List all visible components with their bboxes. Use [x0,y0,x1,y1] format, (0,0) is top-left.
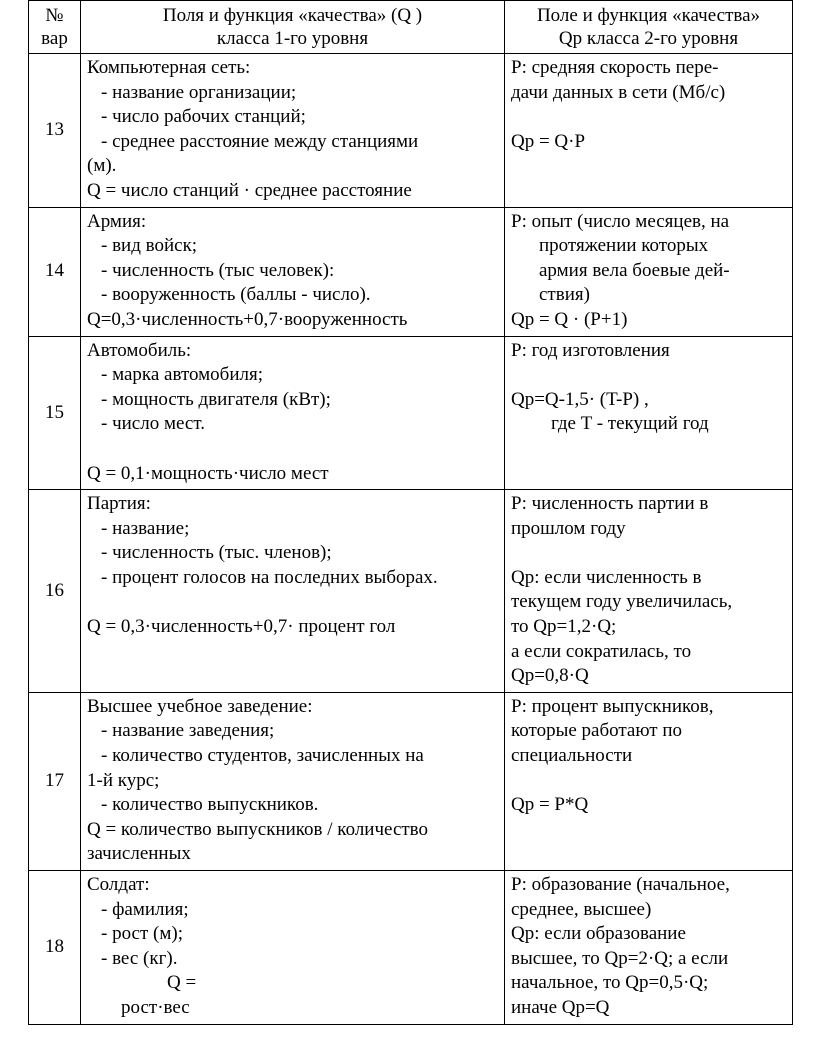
header-class1-line: класса 1-го уровня [216,28,369,49]
cell-line: ствия) [539,284,590,306]
class2-cell [505,54,793,208]
header-class2-line: Поле и функция «качества» [536,5,761,26]
cell-line: - название; [101,517,190,539]
cell-gap [87,590,498,615]
cell-line: Qp=0,8·Q [511,665,589,687]
cell-line: - количество выпускников. [101,794,319,816]
header-num [29,1,81,54]
class1-cell [81,207,505,336]
cell-line: Компьютерная сеть: [87,57,251,78]
cell-line: специальности [511,745,633,767]
cell-line: Qp=Q-1,5· (T-P) , [511,388,649,410]
cell-line: - количество студентов, зачисленных на [101,745,424,767]
table-row [29,490,793,693]
header-class1-line: Поля и функция «качества» (Q ) [162,5,423,26]
variant-number: 18 [29,871,81,1025]
cell-line: P: опыт (число месяцев, на [511,210,730,232]
table-row [29,207,793,336]
cell-line: начальное, то Qp=0,5·Q; [511,972,709,994]
header-row [29,1,793,54]
cell-line: Q = [167,972,197,994]
header-class1 [81,1,505,54]
cell-line: (м). [87,155,117,177]
cell-line: Q = число станций · среднее расстояние [87,179,412,201]
cell-line: дачи данных в сети (Мб/с) [511,81,726,103]
cell-gap [87,437,498,462]
cell-gap [511,541,786,566]
cell-line: рост·вес [121,996,190,1018]
cell-line: - мощность двигателя (кВт); [101,388,331,410]
cell-line: P: численность партии в [511,493,709,515]
class1-cell [81,871,505,1025]
variants-table [28,0,793,1025]
class1-cell [81,336,505,490]
cell-line: Qp = P*Q [511,794,589,816]
cell-line: Qp = Q·P [511,130,586,152]
cell-line: - марка автомобиля; [101,364,264,386]
class2-cell [505,207,793,336]
cell-gap [511,363,786,388]
cell-line: Q = количество выпускников / количество [87,818,429,840]
cell-line: - вооруженность (баллы - число). [101,284,371,306]
header-class2 [505,1,793,54]
cell-line: Qp = Q · (P+1) [511,308,628,330]
cell-line: Солдат: [87,874,150,895]
cell-line: P: средняя скорость пере- [511,57,719,78]
variant-number: 13 [29,54,81,208]
cell-line: Автомобиль: [87,339,192,361]
cell-line: прошлом году [511,517,626,539]
cell-line: - вид войск; [101,235,198,257]
cell-line: Qp: если численность в [511,566,702,588]
cell-line: - название заведения; [101,720,275,742]
cell-line: Q=0,3·численность+0,7·вооруженность [87,308,408,330]
cell-line: иначе Qp=Q [511,996,610,1018]
cell-line: протяжении которых [539,235,709,257]
cell-gap [511,105,786,130]
cell-line: Qp: если образование [511,923,686,945]
cell-line: - число рабочих станций; [101,106,306,128]
cell-line: зачисленных [87,843,191,865]
variant-number: 17 [29,692,81,870]
cell-line: то Qp=1,2·Q; [511,616,617,638]
table-row [29,871,793,1025]
header-class2-line: Qp класса 2-го уровня [558,28,739,49]
cell-line: - фамилия; [101,898,189,920]
cell-line: - число мест. [101,413,205,435]
table-row [29,336,793,490]
class1-cell [81,54,505,208]
cell-line: - процент голосов на последних выборах. [101,566,438,588]
cell-line: Q = 0,1·мощность·число мест [87,462,329,484]
cell-line: - численность (тыс. членов); [101,542,332,564]
header-num-line: вар [41,28,68,49]
class1-cell [81,692,505,870]
cell-line: Q = 0,3·численность+0,7· процент гол [87,616,396,638]
header-num-line: № [45,5,64,26]
cell-line: - вес (кг). [101,947,178,969]
cell-line: - рост (м); [101,923,183,945]
cell-line: P: год изготовления [511,339,670,361]
cell-line: а если сократилась, то [511,640,692,662]
class2-cell [505,692,793,870]
variant-number: 16 [29,490,81,693]
cell-line: среднее, высшее) [511,898,652,920]
cell-line: Армия: [87,210,147,232]
class2-cell [505,336,793,490]
cell-line: Высшее учебное заведение: [87,695,313,717]
class2-cell [505,871,793,1025]
cell-line: которые работают по [511,720,682,742]
class2-cell [505,490,793,693]
cell-line: где T - текущий год [551,413,709,435]
cell-line: P: образование (начальное, [511,874,730,895]
cell-line: - название организации; [101,81,297,103]
variant-number: 15 [29,336,81,490]
variant-number: 14 [29,207,81,336]
cell-line: P: процент выпускников, [511,695,714,717]
cell-line: армия вела боевые дей- [539,259,730,281]
cell-line: высшее, то Qp=2·Q; а если [511,947,729,969]
cell-line: - численность (тыс человек): [101,259,335,281]
table-row [29,692,793,870]
cell-gap [511,769,786,794]
class1-cell [81,490,505,693]
cell-line: Партия: [87,493,151,515]
cell-line: 1-й курс; [87,769,160,791]
cell-line: - среднее расстояние между станциями [101,130,419,152]
table-row [29,54,793,208]
cell-line: текущем году увеличилась, [511,591,733,613]
